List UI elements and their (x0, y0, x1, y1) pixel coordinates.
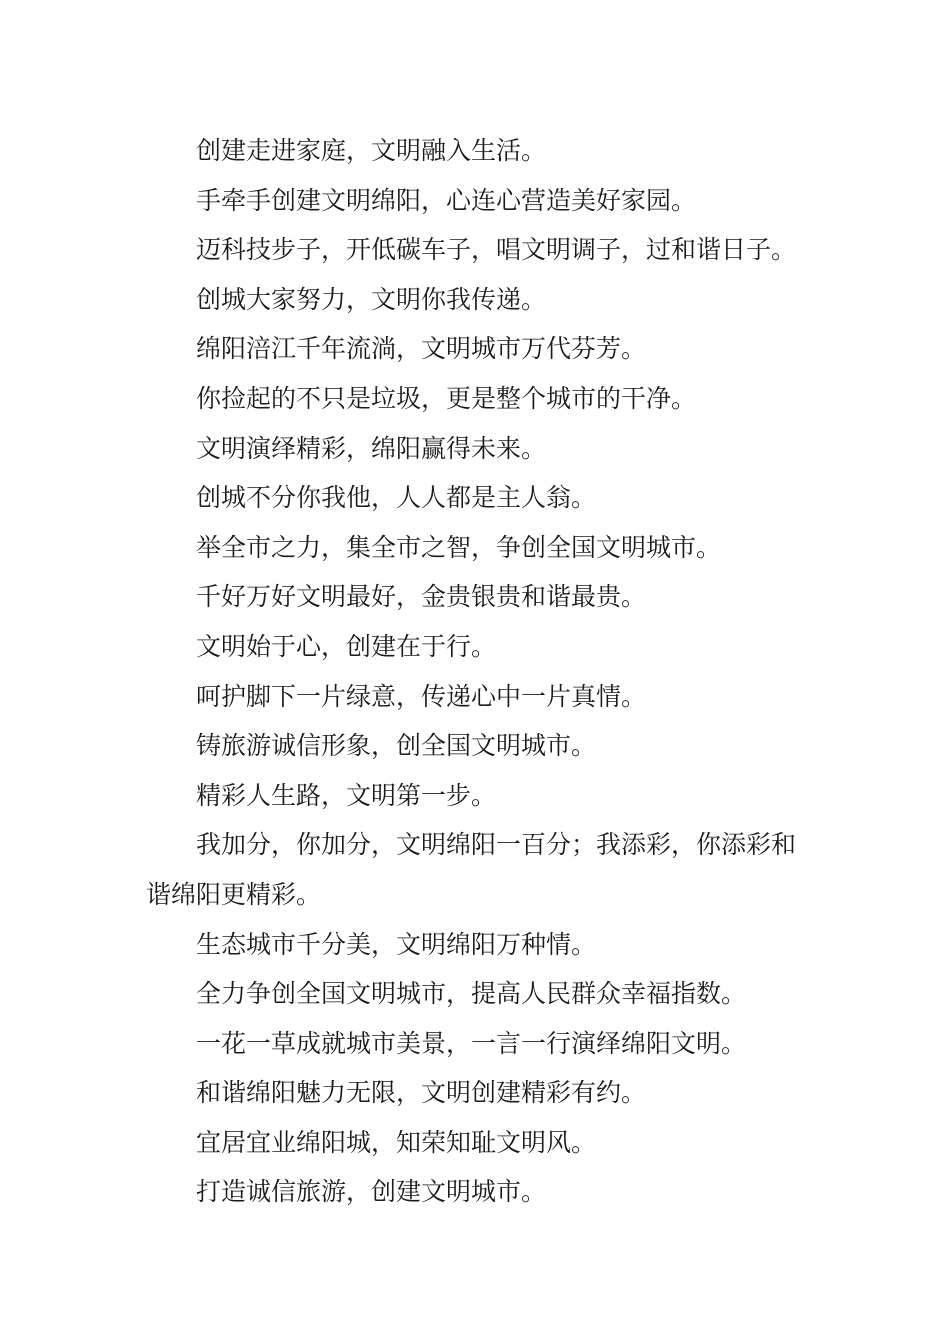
slogan-paragraph: 千好万好文明最好，金贵银贵和谐最贵。 (196, 582, 647, 612)
slogan-paragraph: 和谐绵阳魅力无限，文明创建精彩有约。 (196, 1078, 647, 1108)
slogan-paragraph: 创城不分你我他，人人都是主人翁。 (196, 483, 597, 513)
slogan-paragraph: 你捡起的不只是垃圾，更是整个城市的干净。 (196, 383, 697, 413)
slogan-paragraph: 绵阳涪江千年流淌，文明城市万代芬芳。 (196, 334, 647, 364)
slogan-paragraph: 打造诚信旅游，创建文明城市。 (196, 1177, 547, 1207)
slogan-paragraph: 我加分，你加分，文明绵阳一百分；我添彩，你添彩和谐绵阳更精彩。 (146, 830, 797, 909)
slogan-paragraph: 手牵手创建文明绵阳，心连心营造美好家园。 (196, 185, 697, 215)
slogan-paragraph: 呵护脚下一片绿意，传递心中一片真情。 (196, 681, 647, 711)
slogan-paragraph: 文明演绎精彩，绵阳赢得未来。 (196, 433, 547, 463)
slogan-paragraph: 文明始于心，创建在于行。 (196, 631, 497, 661)
slogan-paragraph: 宜居宜业绵阳城，知荣知耻文明风。 (196, 1127, 597, 1157)
slogan-paragraph: 一花一草成就城市美景，一言一行演绎绵阳文明。 (196, 1028, 747, 1058)
slogan-paragraph: 举全市之力，集全市之智，争创全国文明城市。 (196, 532, 722, 562)
slogan-paragraph: 精彩人生路，文明第一步。 (196, 780, 497, 810)
document-body (146, 126, 811, 1217)
slogan-paragraph: 创城大家努力，文明你我传递。 (196, 284, 547, 314)
slogan-paragraph: 生态城市千分美，文明绵阳万种情。 (196, 929, 597, 959)
slogan-paragraph: 迈科技步子，开低碳车子，唱文明调子，过和谐日子。 (196, 235, 797, 265)
slogan-paragraph: 创建走进家庭，文明融入生活。 (196, 136, 547, 165)
slogan-paragraph: 铸旅游诚信形象，创全国文明城市。 (196, 731, 597, 761)
slogan-paragraph: 全力争创全国文明城市，提高人民群众幸福指数。 (196, 979, 747, 1009)
